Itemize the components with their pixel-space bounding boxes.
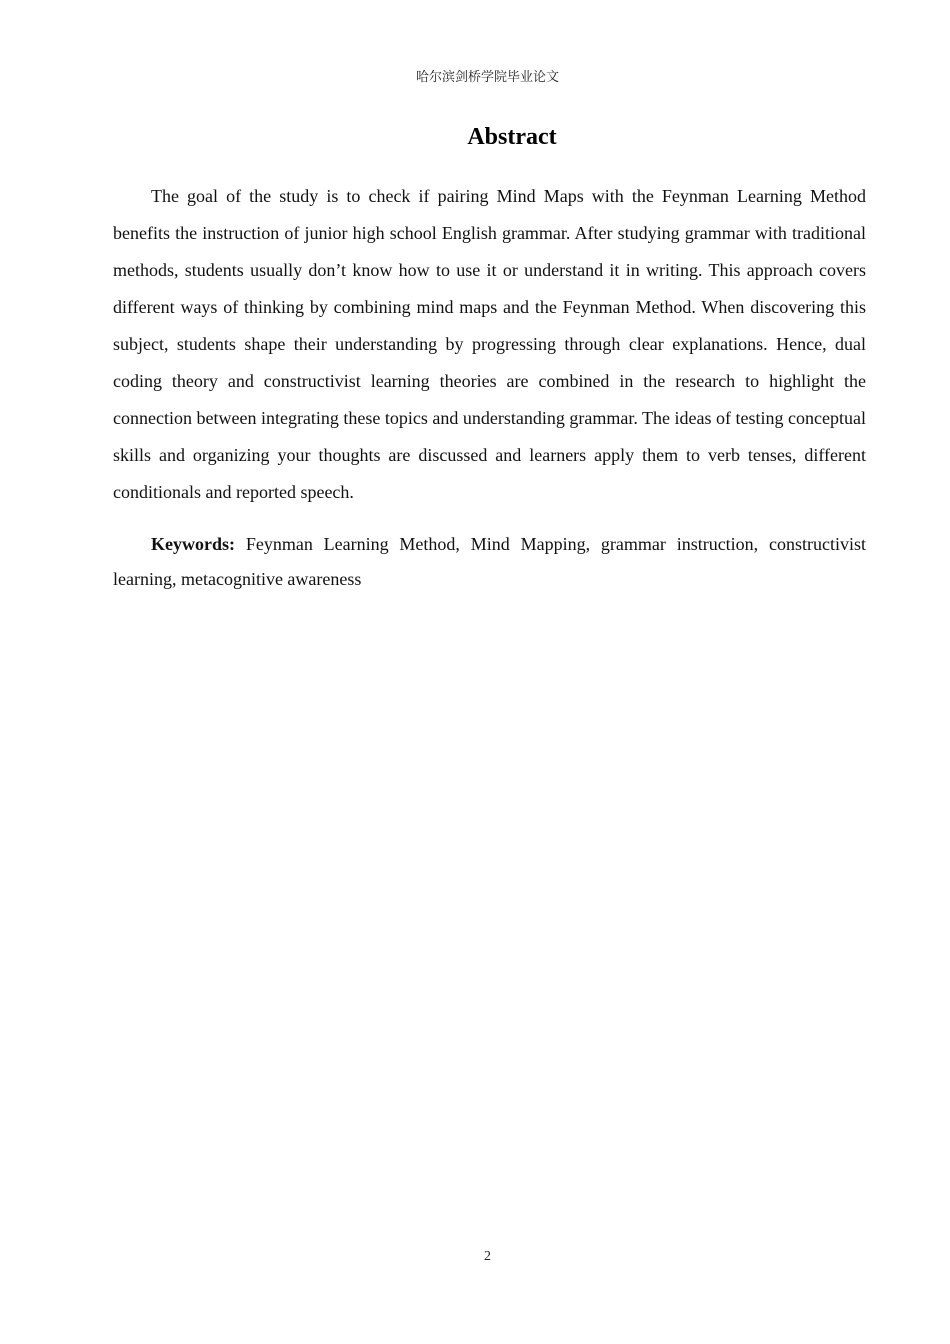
- abstract-title: Abstract: [467, 124, 557, 150]
- abstract-paragraph: The goal of the study is to check if pairing Mind Maps with the Feynman Learning Method benefits the instruction of junior high school English grammar. After studying grammar with traditional methods, students usually don’t know how to use it or understand it in writing. This approach covers different ways of thinking by combining mind maps and the Feynman Method. When discovering this subject, students shape their understanding by progressing through clear explanations. Hence, dual coding theory and constructivist learning theories are combined in the research to highlight the connection between integrating these topics and understanding grammar. The ideas of testing conceptual skills and organizing your thoughts are discussed and learners apply them to verb tenses, different conditionals and reported speech.: [113, 186, 866, 502]
- keywords-text: Feynman Learning Method, Mind Mapping, grammar instruction, constructivist learning, metacognitive awareness: [113, 534, 866, 589]
- keywords-paragraph: [113, 527, 866, 597]
- keywords-label: Keywords:: [151, 534, 235, 554]
- running-header: 哈尔滨剑桥学院毕业论文: [415, 70, 559, 85]
- page-number: 2: [484, 1249, 491, 1264]
